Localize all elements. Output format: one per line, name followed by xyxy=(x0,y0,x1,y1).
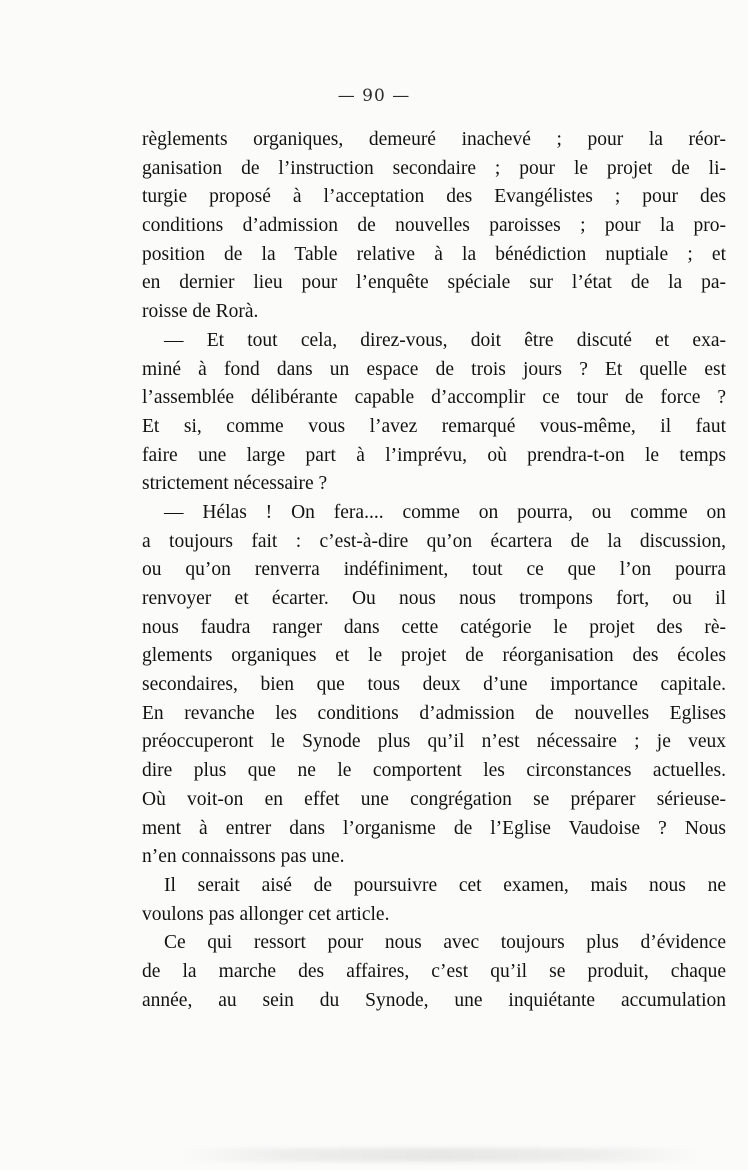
text-line: strictement nécessaire ? xyxy=(142,473,328,495)
text-line: Il serait aisé de poursuivre cet examen, mais nous ne xyxy=(164,874,726,896)
text-line: renvoyer et écarter. Ou nous nous trompons fort, ou il xyxy=(142,588,726,609)
text-line: année, au sein du Synode, une inquiétante accumulation xyxy=(142,989,726,1011)
text-line: position de la Table relative à la bénédiction nuptiale ; et xyxy=(142,243,726,265)
text-line: Et si, comme vous l’avez remarqué vous-même, il faut xyxy=(142,415,726,437)
scan-smudge xyxy=(180,1148,700,1162)
text-line: turgie proposé à l’acceptation des Evangélistes ; pour des xyxy=(142,186,726,208)
text-line: Ce qui ressort pour nous avec toujours plus d’évidence xyxy=(164,932,726,954)
text-line: ment à entrer dans l’organisme de l’Eglise Vaudoise ? Nous xyxy=(142,817,726,839)
text-line: secondaires, bien que tous deux d’une importance capitale. xyxy=(142,674,726,696)
text-line: n’en connaissons pas une. xyxy=(142,846,345,868)
text-line: glements organiques et le projet de réorganisation des écoles xyxy=(142,645,726,667)
text-line: conditions d’admission de nouvelles paroisses ; pour la pro- xyxy=(142,215,726,237)
text-line: faire une large part à l’imprévu, où prendra-t-on le temps xyxy=(142,444,726,466)
text-line: roisse de Rorà. xyxy=(142,301,259,323)
text-line: l’assemblée délibérante capable d’accomplir ce tour de force ? xyxy=(142,387,726,409)
text-line: — Hélas ! On fera.... comme on pourra, ou comme on xyxy=(164,501,726,523)
text-line: En revanche les conditions d’admission de nouvelles Eglises xyxy=(142,702,726,724)
text-line: a toujours fait : c’est-à-dire qu’on écartera de la discussion, xyxy=(142,530,726,552)
text-line: dire plus que ne le comportent les circonstances actuelles. xyxy=(142,760,726,782)
text-line: ou qu’on renverra indéfiniment, tout ce que l’on pourra xyxy=(142,559,726,581)
text-line: — Et tout cela, direz-vous, doit être discuté et exa- xyxy=(164,329,726,351)
text-line: règlements organiques, demeuré inachevé ; pour la réor- xyxy=(142,129,726,150)
page-number: — 90 — xyxy=(337,86,411,106)
text-line: préoccuperont le Synode plus qu’il n’est nécessaire ; je veux xyxy=(142,731,726,753)
text-line: en dernier lieu pour l’enquête spéciale sur l’état de la pa- xyxy=(142,272,726,294)
text-line: ganisation de l’instruction secondaire ; pour le projet de li- xyxy=(142,157,726,179)
body-text xyxy=(142,126,726,1015)
text-line: Où voit-on en effet une congrégation se préparer sérieuse- xyxy=(142,788,726,810)
text-line: nous faudra ranger dans cette catégorie le projet des rè- xyxy=(142,616,726,638)
text-line: voulons pas allonger cet article. xyxy=(142,903,390,925)
text-line: de la marche des affaires, c’est qu’il se produit, chaque xyxy=(142,960,726,982)
text-line: miné à fond dans un espace de trois jours ? Et quelle est xyxy=(142,358,726,380)
